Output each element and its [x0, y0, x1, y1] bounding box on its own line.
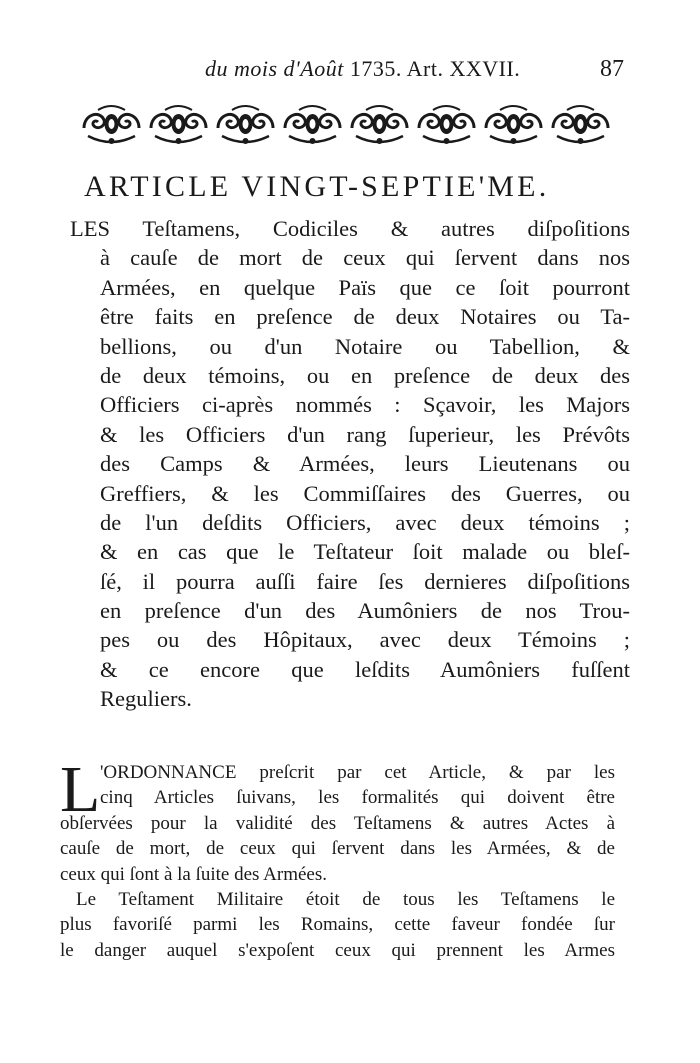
article-line: de deux témoins, ou en preſence de deux des [100, 362, 630, 388]
fleuron-band-ornament-icon [78, 102, 616, 148]
article-line: pes ou des Hôpitaux, avec deux Témoins ; [100, 627, 630, 653]
article-line: des Camps & Armées, leurs Lieutenans ou [100, 451, 630, 477]
commentary-line: cinq Articles ſuivans, les formalités qui doivent être [100, 787, 615, 809]
commentary-line: plus favoriſé parmi les Romains, cette faveur fondée ſur [60, 914, 615, 936]
running-head-article: 1735. Art. XXVII. [343, 56, 521, 81]
article-line: à cauſe de mort de ceux qui ſervent dans nos [100, 245, 630, 271]
running-head-date: du mois d'Août [205, 56, 344, 81]
running-head [205, 56, 520, 82]
article-line: de l'un deſdits Officiers, avec deux témoins ; [100, 509, 630, 535]
article-title: ARTICLE VINGT-SEPTIE'ME. [84, 170, 550, 203]
drop-cap: L [60, 753, 101, 826]
article-line: & en cas que le Teſtateur ſoit malade ou bleſ- [100, 539, 630, 565]
commentary-line: 'ORDONNANCE preſcrit par cet Article, & par les [100, 762, 615, 783]
article-line: être faits en preſence de deux Notaires ou Ta- [100, 304, 630, 330]
article-line: LES Teſtamens, Codiciles & autres diſpoſitions [70, 216, 630, 241]
commentary-line: obſervées pour la validité des Teſtamens & autres Actes à [60, 812, 615, 834]
article-line: Greffiers, & les Commiſſaires des Guerres, ou [100, 480, 630, 506]
show-through-text [240, 738, 620, 758]
article-line: Reguliers. [100, 686, 192, 712]
page-number: 87 [600, 56, 624, 82]
commentary [60, 753, 615, 963]
article-line: ſé, il pourra auſſi faire ſes dernieres diſpoſitions [100, 568, 630, 594]
article-body [70, 214, 630, 714]
article-line: Officiers ci-après nommés : Sçavoir, les Majors [100, 392, 630, 418]
article-line: & ce encore que leſdits Aumôniers fuſſent [100, 656, 630, 682]
article-line: Armées, en quelque Païs que ce ſoit pourront [100, 274, 630, 300]
article-line: & les Officiers d'un rang ſuperieur, les Prévôts [100, 421, 630, 447]
running-header [0, 56, 700, 96]
commentary-line: Le Teſtament Militaire étoit de tous les Teſtamens le [76, 888, 615, 910]
article-line: bellions, ou d'un Notaire ou Tabellion, & [100, 333, 630, 359]
commentary-line: ceux qui ſont à la ſuite des Armées. [60, 863, 327, 885]
commentary-line: cauſe de mort, de ceux qui ſervent dans les Armées, & de [60, 838, 615, 860]
article-line: en preſence d'un des Aumôniers de nos Trou- [100, 598, 630, 624]
commentary-line: le danger auquel s'expoſent ceux qui prennent les Armes [60, 939, 615, 961]
